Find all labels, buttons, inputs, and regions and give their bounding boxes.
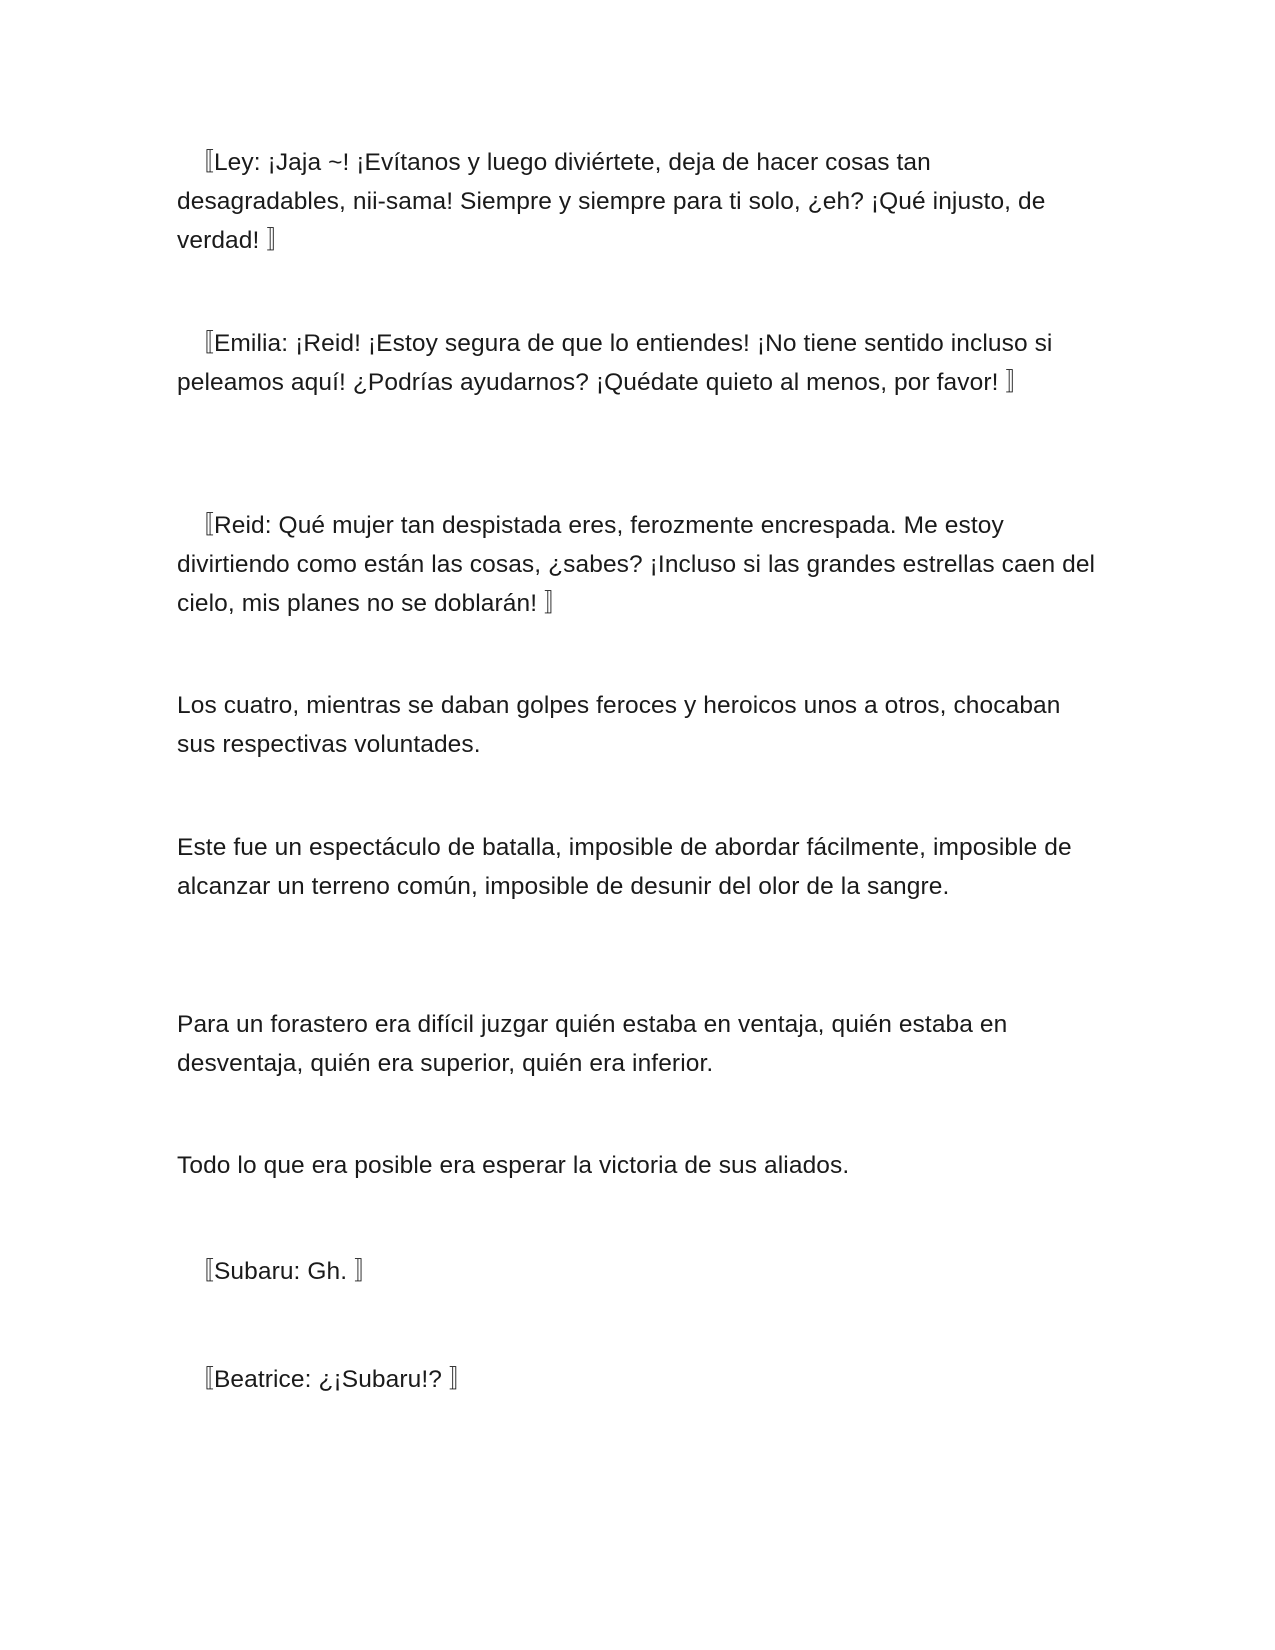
paragraph-emilia-dialogue: 〚Emilia: ¡Reid! ¡Estoy segura de que lo entiendes! ¡No tiene sentido incluso si peleamos aquí! ¿Podrías ayudarnos? ¡Quédate quieto al menos, por favor! 〛	[177, 330, 1053, 396]
paragraph-beatrice-dialogue: 〚Beatrice: ¿¡Subaru!? 〛	[177, 1366, 474, 1393]
paragraph-narration-spectacle: Este fue un espectáculo de batalla, imposible de abordar fácilmente, imposible de alcanzar un terreno común, imposible de desunir del olor de la sangre.	[177, 834, 1072, 900]
paragraph-ley-dialogue: 〚Ley: ¡Jaja ~! ¡Evítanos y luego diviértete, deja de hacer cosas tan desagradables, nii-sama! Siempre y siempre para ti solo, ¿eh? ¡Qué injusto, de verdad! 〛	[177, 149, 1046, 254]
paragraph-narration-clash: Los cuatro, mientras se daban golpes feroces y heroicos unos a otros, chocaban sus respectivas voluntades.	[177, 692, 1061, 758]
paragraph-narration-outsider: Para un forastero era difícil juzgar quién estaba en ventaja, quién estaba en desventaja, quién era superior, quién era inferior.	[177, 1011, 1008, 1077]
paragraph-subaru-dialogue: 〚Subaru: Gh. 〛	[177, 1258, 379, 1285]
paragraph-reid-dialogue: 〚Reid: Qué mujer tan despistada eres, ferozmente encrespada. Me estoy divirtiendo como están las cosas, ¿sabes? ¡Incluso si las grandes estrellas caen del cielo, mis planes no se doblarán! 〛	[177, 512, 1096, 617]
paragraph-narration-victory: Todo lo que era posible era esperar la victoria de sus aliados.	[177, 1152, 850, 1179]
